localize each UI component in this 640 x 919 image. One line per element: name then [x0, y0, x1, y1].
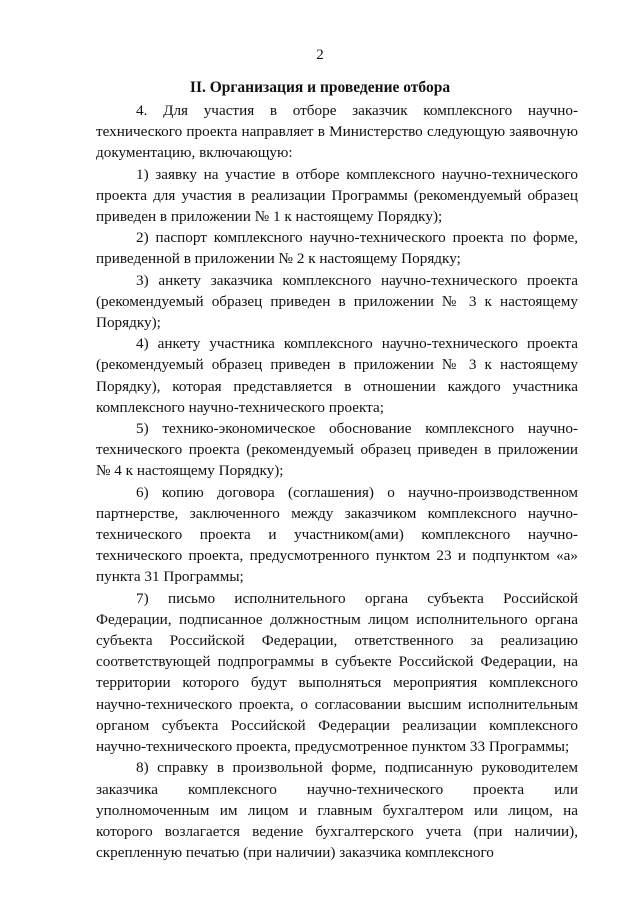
page-number: 2 [316, 47, 324, 63]
paragraph-subitem-2: 2) паспорт комплексного научно-технического проекта по форме, приведенной в приложении № 2 к настоящему Порядку; [96, 229, 578, 268]
paragraph-subitem-4: 4) анкету участника комплексного научно-технического проекта (рекомендуемый образец приведен в приложении № 3 к настоящему Порядку), которая представляется в отношении каждого участника комплексного научно-технического проекта; [96, 335, 578, 416]
paragraph-subitem-8: 8) справку в произвольной форме, подписанную руководителем заказчика комплексного научно-технического проекта или уполномоченным им лицом и главным бухгалтером или лицом, на которого возлагается ведение бухгалтерского учета (при наличии), скрепленную печатью (при наличии) заказчика комплексного [96, 759, 578, 862]
document-body [96, 100, 578, 863]
paragraph-item-4: 4. Для участия в отборе заказчик комплексного научно-технического проекта направляет в Министерство следующую заявочную документацию, включающую: [96, 102, 578, 162]
paragraph-subitem-3: 3) анкету заказчика комплексного научно-технического проекта (рекомендуемый образец приведен в приложении № 3 к настоящему Порядку); [96, 271, 578, 332]
paragraph-subitem-6: 6) копию договора (соглашения) о научно-производственном партнерстве, заключенного между заказчиком комплексного научно-технического проекта и участником(ами) комплексного научно-технического проекта, предусмотренного пунктом 23 и подпунктом «а» пункта 31 Программы; [96, 483, 578, 586]
paragraph-subitem-1: 1) заявку на участие в отборе комплексного научно-технического проекта для участия в реализации Программы (рекомендуемый образец приведен в приложении № 1 к настоящему Порядку); [96, 165, 578, 226]
paragraph-subitem-7: 7) письмо исполнительного органа субъекта Российской Федерации, подписанное должностным лицом исполнительного органа субъекта Российской Федерации, ответственного за реализацию соответствующей подпрограммы в субъекте Российской Федерации, на территории которого будут выполняться мероприятия комплексного научно-технического проекта, о согласовании высшим исполнительным органом субъекта Российской Федерации реализации комплексного научно-технического проекта, предусмотренное пунктом 33 Программы; [96, 589, 578, 756]
section-heading: II. Организация и проведение отбора [189, 79, 451, 96]
paragraph-subitem-5: 5) технико-экономическое обоснование комплексного научно-технического проекта (рекомендуемый образец приведен в приложении № 4 к настоящему Порядку); [96, 420, 578, 480]
